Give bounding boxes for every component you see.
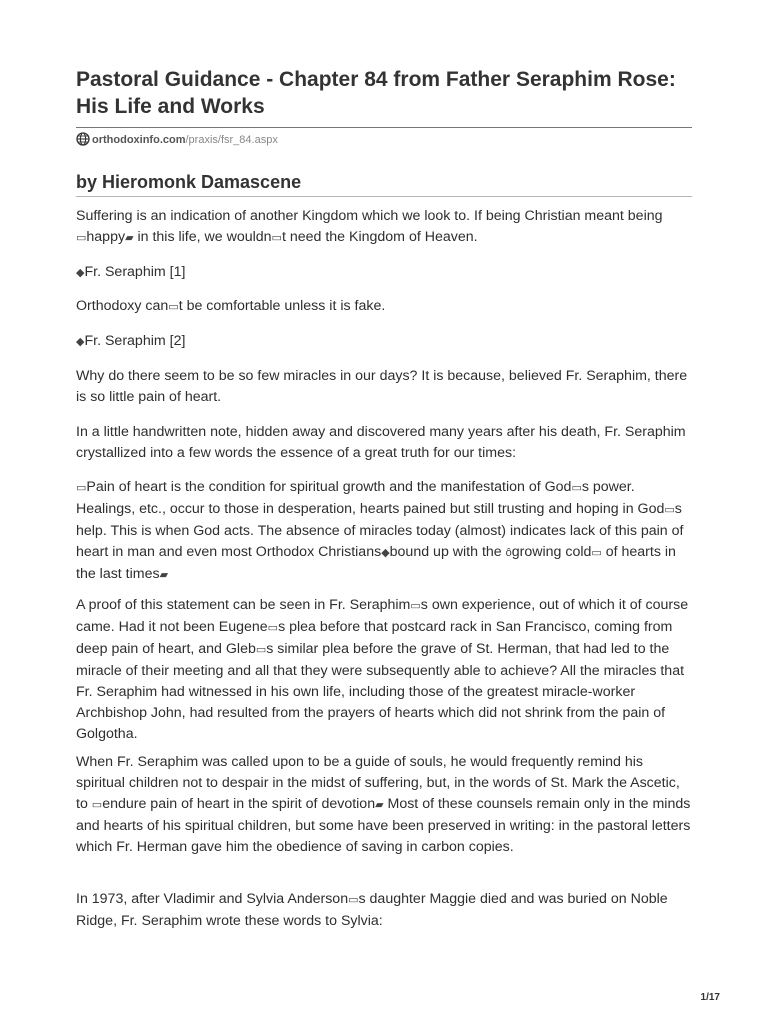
quote-glyph: ▭ (76, 482, 87, 494)
source-link[interactable] (76, 132, 278, 148)
apostrophe-glyph: ▭ (664, 504, 675, 516)
paragraph-2: ◆Fr. Seraphim [1] (76, 264, 186, 280)
apostrophe-glyph: ▭ (255, 644, 267, 656)
paragraph-6: In a little handwritten note, hidden away and discovered many years after his death, Fr. Seraphim crystallized into a few words the essence of a great truth for our times: (76, 424, 686, 461)
bullet-glyph: ◆ (76, 267, 85, 279)
paragraph-4: ◆Fr. Seraphim [2] (76, 333, 186, 349)
quote-glyph: ▭ (76, 232, 87, 244)
paragraph-9: When Fr. Seraphim was called upon to be a guide of souls, he would frequently remind his spiritual children not to despair in the midst of suffering, but, in the words of St. Mark the Ascetic, to ▭endure pain of heart in the spirit of devotion▰ Most of these counsels remain only in the minds and hearts of his spiritual children, but some have been preserved in writing: in the pastoral letters which Fr. Herman gave him the obedience of saving in carbon copies. (76, 754, 691, 855)
quote-glyph: ▰ (125, 232, 134, 244)
paragraph-1: Suffering is an indication of another Kingdom which we look to. If being Christian meant being ▭happy▰ in this life, we wouldn▭t need the Kingdom of Heaven. (76, 208, 663, 245)
special-glyph: ô (505, 547, 512, 559)
paragraph-3: Orthodoxy can▭t be comfortable unless it is fake. (76, 298, 386, 314)
paragraph-5: Why do there seem to be so few miracles in our days? It is because, believed Fr. Seraphim, there is so little pain of heart. (76, 368, 688, 405)
apostrophe-glyph: ▭ (410, 600, 421, 612)
title-divider (76, 127, 692, 128)
paragraph-10: In 1973, after Vladimir and Sylvia Anderson▭s daughter Maggie died and was buried on Noble Ridge, Fr. Seraphim wrote these words to Sylvia: (76, 891, 668, 929)
source-domain[interactable]: orthodoxinfo.com (92, 134, 186, 146)
globe-icon (76, 132, 90, 146)
bullet-glyph: ◆ (381, 547, 390, 559)
author-byline: by Hieromonk Damascene (76, 172, 302, 192)
page-number: 1/17 (700, 992, 720, 1003)
apostrophe-glyph: ▭ (348, 894, 359, 906)
paragraph-7: ▭Pain of heart is the condition for spiritual growth and the manifestation of God▭s power. Healings, etc., occur to those in desperation, hearts pained but still trusting and hoping in God▭s help. This is when God acts. The absence of miracles today (almost) indicates lack of this pain of heart in man and even most Orthodox Christians◆bound up with the ôgrowing cold▭ of hearts in the last times▰ (76, 479, 684, 582)
quote-glyph: ▭ (91, 799, 103, 811)
page-title: Pastoral Guidance - Chapter 84 from Father Seraphim Rose: His Life and Works (76, 68, 676, 118)
apostrophe-glyph: ▭ (271, 232, 282, 244)
bullet-glyph: ◆ (76, 336, 85, 348)
paragraph-8: A proof of this statement can be seen in Fr. Seraphim▭s own experience, out of which it of course came. Had it not been Eugene▭s plea before that postcard rack in San Francisco, coming from deep pain of heart, and Gleb▭s similar plea before the grave of St. Herman, that had led to the miracle of their meeting and all that they were subsequently able to achieve? All the miracles that Fr. Seraphim had witnessed in his own life, including those of the greatest miracle-worker Archbishop John, had resulted from the prayers of hearts which did not shrink from the pain of Golgotha. (76, 597, 689, 742)
quote-glyph: ▰ (375, 799, 384, 811)
apostrophe-glyph: ▭ (168, 301, 179, 313)
quote-glyph: ▰ (159, 569, 169, 581)
apostrophe-glyph: ▭ (571, 482, 582, 494)
source-path[interactable]: /praxis/fsr_84.aspx (185, 134, 278, 146)
apostrophe-glyph: ▭ (267, 622, 279, 634)
byline-divider (76, 196, 692, 197)
apostrophe-glyph: ▭ (591, 547, 602, 559)
